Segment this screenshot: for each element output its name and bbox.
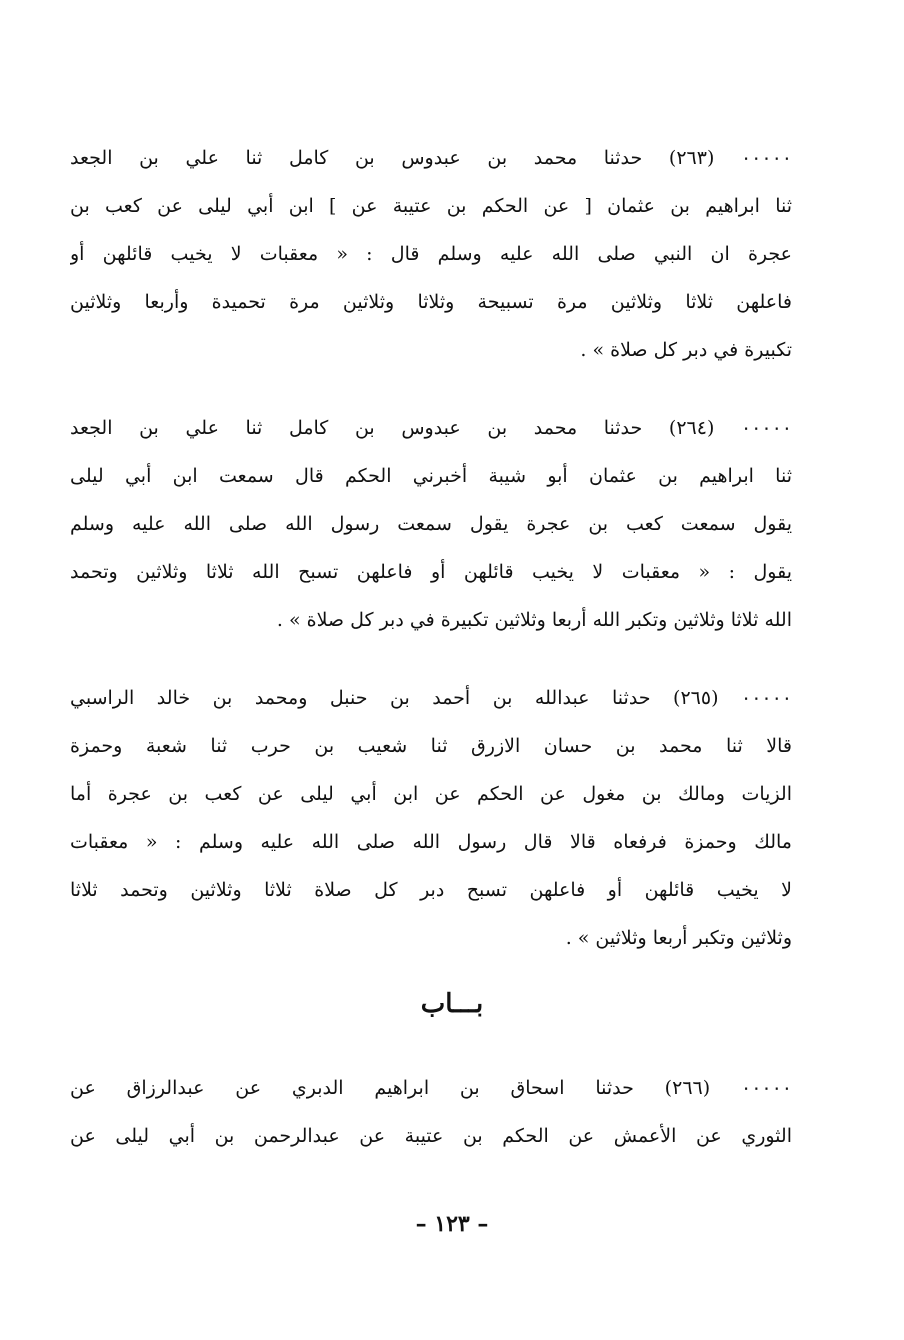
hadith-266 [70, 1064, 792, 1160]
text-line: ٠٠٠٠٠ (٢٦٦) حدثنا اسحاق بن ابراهيم الدبري عن عبدالرزاق عن [70, 1077, 792, 1099]
text-line: مالك وحمزة فرفعاه قالا قال رسول الله صلى الله عليه وسلم : « معقبات [70, 831, 792, 853]
text-line: الله ثلاثا وثلاثين وتكبر الله أربعا وثلاثين تكبيرة في دبر كل صلاة » . [276, 609, 792, 631]
text-line: ٠٠٠٠٠ (٢٦٣) حدثنا محمد بن عبدوس بن كامل ثنا علي بن الجعد [70, 147, 792, 169]
text-line: الثوري عن الأعمش عن الحكم بن عتيبة عن عبدالرحمن بن أبي ليلى عن [70, 1125, 792, 1147]
text-line: ٠٠٠٠٠ (٢٦٥) حدثنا عبدالله بن أحمد بن حنبل ومحمد بن خالد الراسبي [70, 687, 792, 709]
chapter-heading: بـــاب [420, 989, 484, 1019]
text-line: يقول : « معقبات لا يخيب قائلهن أو فاعلهن تسبح الله ثلاثا وثلاثين وتحمد [70, 561, 792, 583]
text-line: يقول سمعت كعب بن عجرة يقول سمعت رسول الله صلى الله عليه وسلم [70, 513, 792, 535]
text-line: عجرة ان النبي صلى الله عليه وسلم قال : « معقبات لا يخيب قائلهن أو [70, 243, 792, 265]
text-line: ثنا ابراهيم بن عثمان [ عن الحكم بن عتيبة عن ] ابن أبي ليلى عن كعب بن [70, 195, 792, 217]
text-line: وثلاثين وتكبر أربعا وثلاثين » . [565, 927, 792, 949]
text-line: ٠٠٠٠٠ (٢٦٤) حدثنا محمد بن عبدوس بن كامل ثنا علي بن الجعد [70, 417, 792, 439]
text-line: ثنا ابراهيم بن عثمان أبو شيبة أخبرني الحكم قال سمعت ابن أبي ليلى [70, 465, 792, 487]
text-line: لا يخيب قائلهن أو فاعلهن تسبح دبر كل صلاة ثلاثا وثلاثين وتحمد ثلاثا [70, 879, 792, 901]
text-line: تكبيرة في دبر كل صلاة » . [580, 339, 792, 361]
hadith-265 [70, 674, 792, 962]
text-line: الزيات ومالك بن مغول عن الحكم عن ابن أبي ليلى عن كعب بن عجرة أما [70, 783, 792, 805]
hadith-264 [70, 404, 792, 644]
hadith-263 [70, 134, 792, 374]
text-line: قالا ثنا محمد بن حسان الازرق ثنا شعيب بن حرب ثنا شعبة وحمزة [70, 735, 792, 757]
text-line: فاعلهن ثلاثا وثلاثين مرة تسبيحة وثلاثا وثلاثين مرة تحميدة وأربعا وثلاثين [70, 291, 792, 313]
page-number: – ١٢٣ – [415, 1211, 489, 1237]
